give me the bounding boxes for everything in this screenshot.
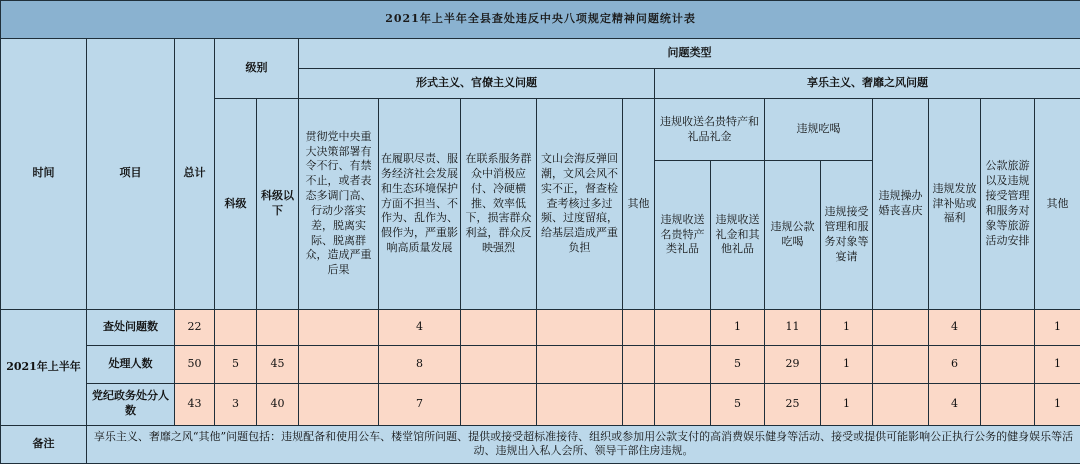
header-formalism-other: 其他 (623, 99, 655, 309)
header-formalism-col-1: 贯彻党中央重大决策部署有令不行、有禁不止，或者表态多调门高、行动少落实差，脱离实际、脱离群众，造成严重后果 (299, 99, 379, 309)
header-gift-col-1: 违规收送名贵特产类礼品 (655, 161, 711, 309)
table-cell (299, 383, 379, 425)
header-formalism-col-4: 文山会海反弹回潮，文风会风不实不正，督查检查考核过多过频、过度留痕，给基层造成严重负担 (537, 99, 623, 309)
table-cell: 5 (215, 345, 257, 383)
header-gift-group: 违规收送名贵特产和礼品礼金 (655, 99, 765, 161)
table-cell (257, 309, 299, 345)
table-cell (981, 383, 1035, 425)
table-cell (623, 383, 655, 425)
table-cell (537, 345, 623, 383)
header-level: 级别 (215, 39, 299, 99)
header-level-ke: 科级 (215, 99, 257, 309)
table-cell (873, 309, 929, 345)
table-cell (623, 309, 655, 345)
table-cell: 5 (711, 345, 765, 383)
table-cell: 3 (215, 383, 257, 425)
header-dining-group: 违规吃喝 (765, 99, 873, 161)
table-cell (215, 309, 257, 345)
table-cell (537, 383, 623, 425)
header-problem-type: 问题类型 (299, 39, 1080, 69)
table-cell: 1 (1035, 383, 1080, 425)
table-cell (299, 345, 379, 383)
header-item: 项目 (87, 39, 175, 310)
header-travel: 公款旅游以及违规接受管理和服务对象等旅游活动安排 (981, 99, 1035, 309)
table-cell: 4 (929, 383, 981, 425)
table-cell (461, 345, 537, 383)
table-cell: 1 (1035, 345, 1080, 383)
table-cell (655, 383, 711, 425)
header-level-below: 科级以下 (257, 99, 299, 309)
header-dining-col-2: 违规接受管理和服务对象等宴请 (821, 161, 873, 309)
table-cell: 43 (175, 383, 215, 425)
table-cell (981, 345, 1035, 383)
header-gift-col-2: 违规收送礼金和其他礼品 (711, 161, 765, 309)
note-text: 享乐主义、奢靡之风“其他”问题包括：违规配备和使用公车、楼堂馆所问题、提供或接受超标准接待、组织或参加用公款支付的高消费娱乐健身等活动、接受或提供可能影响公正执行公务的健身娱乐等活动、违规出入私人会所、领导干部住房违规。 (87, 425, 1080, 463)
table-cell: 7 (379, 383, 461, 425)
table-cell: 8 (379, 345, 461, 383)
table-cell (655, 309, 711, 345)
table-cell: 1 (711, 309, 765, 345)
table-cell: 29 (765, 345, 821, 383)
table-cell (655, 345, 711, 383)
header-hedonism-other: 其他 (1035, 99, 1080, 309)
row-label: 查处问题数 (87, 309, 175, 345)
table-cell: 4 (379, 309, 461, 345)
table-cell: 5 (711, 383, 765, 425)
table-cell (623, 345, 655, 383)
table-cell: 22 (175, 309, 215, 345)
row-label: 处理人数 (87, 345, 175, 383)
note-label: 备注 (1, 425, 87, 463)
header-hedonism-group: 享乐主义、奢靡之风问题 (655, 69, 1080, 99)
period-label: 2021年上半年 (1, 309, 87, 425)
table-cell (461, 383, 537, 425)
table-cell: 1 (1035, 309, 1080, 345)
table-cell (537, 309, 623, 345)
table-cell: 11 (765, 309, 821, 345)
header-total: 总计 (175, 39, 215, 310)
header-formalism-group: 形式主义、官僚主义问题 (299, 69, 655, 99)
table-cell: 45 (257, 345, 299, 383)
table-cell: 1 (821, 383, 873, 425)
header-subsidy: 违规发放津补贴或福利 (929, 99, 981, 309)
row-label: 党纪政务处分人数 (87, 383, 175, 425)
table-cell: 6 (929, 345, 981, 383)
header-dining-col-1: 违规公款吃喝 (765, 161, 821, 309)
header-wedding-funeral: 违规操办婚丧喜庆 (873, 99, 929, 309)
table-title: 2021年上半年全县查处违反中央八项规定精神问题统计表 (1, 1, 1080, 39)
header-time: 时间 (1, 39, 87, 310)
header-formalism-col-3: 在联系服务群众中消极应付、冷硬横推、效率低下，损害群众利益，群众反映强烈 (461, 99, 537, 309)
header-formalism-col-2: 在履职尽责、服务经济社会发展和生态环境保护方面不担当、不作为、乱作为、假作为，严重影响高质量发展 (379, 99, 461, 309)
table-cell (299, 309, 379, 345)
table-cell: 1 (821, 345, 873, 383)
table-cell: 50 (175, 345, 215, 383)
table-cell (981, 309, 1035, 345)
table-cell: 4 (929, 309, 981, 345)
table-cell (461, 309, 537, 345)
table-cell: 40 (257, 383, 299, 425)
table-cell (873, 345, 929, 383)
table-cell: 25 (765, 383, 821, 425)
table-cell (873, 383, 929, 425)
table-cell: 1 (821, 309, 873, 345)
